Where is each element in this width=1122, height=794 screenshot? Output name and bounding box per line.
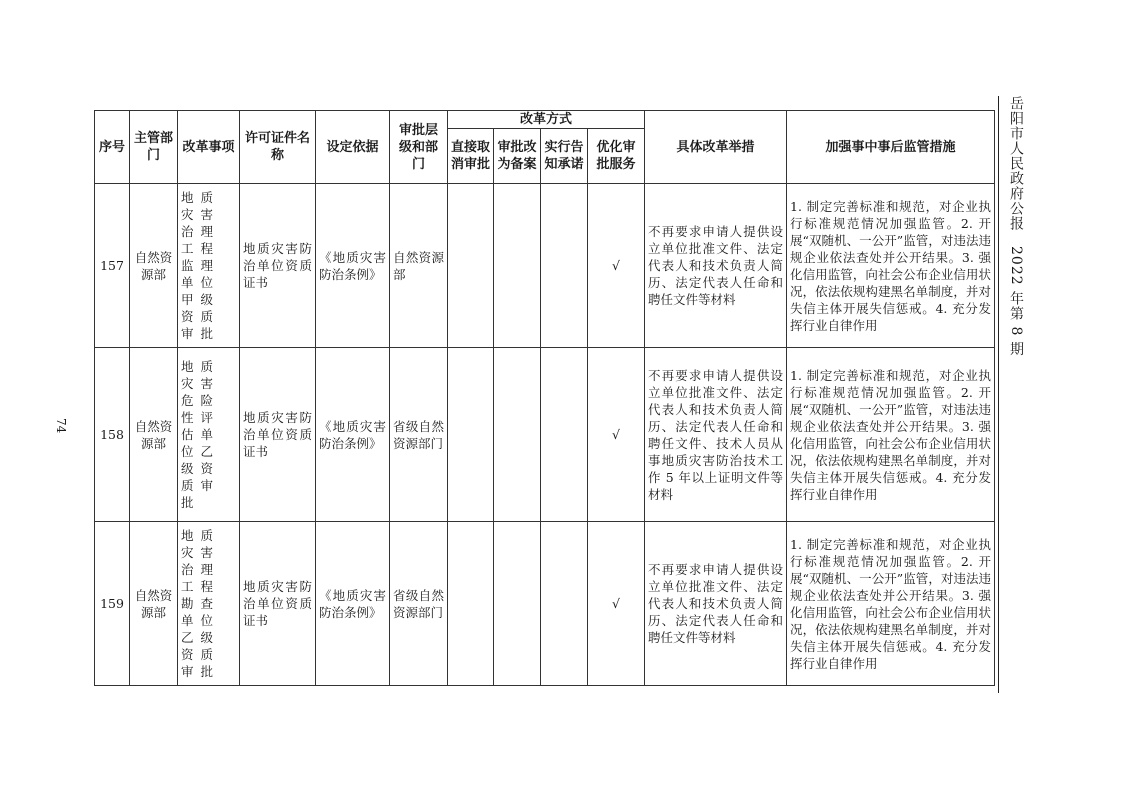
cell-level: 省级自然资源部门 <box>390 348 448 522</box>
cell-supervision: 1. 制定完善标准和规范，对企业执行标准规范情况加强监管。2. 开展“双随机、一公开”监管，对违法违规企业依法查处并公开结果。3. 强化信用监管，向社会公布企业信用状况，依法依规构建黑名单制度，并对失信主体开展失信惩戒。4. 充分发挥行业自律作用 <box>787 184 995 348</box>
bulletin-title: 岳阳市人民政府公报 2022 年第 8 期 <box>1008 96 1024 357</box>
cell-basis: 《地质灾害防治条例》 <box>316 522 390 686</box>
cell-notify-commit <box>541 184 588 348</box>
cell-to-filing <box>494 522 541 686</box>
cell-notify-commit <box>541 522 588 686</box>
cell-level: 省级自然资源部门 <box>390 522 448 686</box>
header-dept: 主管部门 <box>130 111 178 184</box>
cell-cert: 地质灾害防治单位资质证书 <box>240 184 316 348</box>
cell-item: 地质灾害治理工程勘查单位乙级资质审批 <box>178 522 240 686</box>
cell-to-filing <box>494 348 541 522</box>
header-notify-commit: 实行告知承诺 <box>541 129 588 184</box>
cell-measures: 不再要求申请人提供设立单位批准文件、法定代表人和技术负责人简历、法定代表人任命和聘任文件、技术人员从事地质灾害防治技术工作 5 年以上证明文件等材料 <box>645 348 787 522</box>
cell-dept: 自然资源部 <box>130 184 178 348</box>
header-item: 改革事项 <box>178 111 240 184</box>
cell-seq: 159 <box>95 522 130 686</box>
table-row <box>95 184 995 348</box>
header-method-group: 改革方式 <box>448 111 645 129</box>
table-row <box>95 348 995 522</box>
cell-basis: 《地质灾害防治条例》 <box>316 348 390 522</box>
header-seq: 序号 <box>95 111 130 184</box>
header-direct-cancel: 直接取消审批 <box>448 129 494 184</box>
cell-direct-cancel <box>448 184 494 348</box>
header-optimize-service: 优化审批服务 <box>588 129 645 184</box>
cell-cert: 地质灾害防治单位资质证书 <box>240 348 316 522</box>
cell-basis: 《地质灾害防治条例》 <box>316 184 390 348</box>
header-level: 审批层级和部门 <box>390 111 448 184</box>
cell-dept: 自然资源部 <box>130 348 178 522</box>
cell-seq: 157 <box>95 184 130 348</box>
cell-direct-cancel <box>448 522 494 686</box>
cell-measures: 不再要求申请人提供设立单位批准文件、法定代表人和技术负责人简历、法定代表人任命和聘任文件等材料 <box>645 522 787 686</box>
cell-seq: 158 <box>95 348 130 522</box>
header-cert: 许可证件名称 <box>240 111 316 184</box>
cell-level: 自然资源部 <box>390 184 448 348</box>
side-divider <box>998 96 999 693</box>
cell-item: 地质灾害治理工程监理单位甲级资质审批 <box>178 184 240 348</box>
cell-item: 地质灾害危险性评估单位乙级资质审批 <box>178 348 240 522</box>
page-number: 74 <box>54 418 68 434</box>
header-basis: 设定依据 <box>316 111 390 184</box>
header-measures: 具体改革举措 <box>645 111 787 184</box>
cell-cert: 地质灾害防治单位资质证书 <box>240 522 316 686</box>
table-row <box>95 522 995 686</box>
cell-optimize-service-check: √ <box>588 184 645 348</box>
header-supervision: 加强事中事后监管措施 <box>787 111 995 184</box>
cell-optimize-service-check: √ <box>588 348 645 522</box>
cell-to-filing <box>494 184 541 348</box>
cell-direct-cancel <box>448 348 494 522</box>
reform-table <box>94 110 995 686</box>
cell-optimize-service-check: √ <box>588 522 645 686</box>
cell-measures: 不再要求申请人提供设立单位批准文件、法定代表人和技术负责人简历、法定代表人任命和聘任文件等材料 <box>645 184 787 348</box>
cell-dept: 自然资源部 <box>130 522 178 686</box>
header-to-filing: 审批改为备案 <box>494 129 541 184</box>
cell-supervision: 1. 制定完善标准和规范，对企业执行标准规范情况加强监管。2. 开展“双随机、一公开”监管，对违法违规企业依法查处并公开结果。3. 强化信用监管，向社会公布企业信用状况，依法依规构建黑名单制度，并对失信主体开展失信惩戒。4. 充分发挥行业自律作用 <box>787 348 995 522</box>
cell-supervision: 1. 制定完善标准和规范，对企业执行标准规范情况加强监管。2. 开展“双随机、一公开”监管，对违法违规企业依法查处并公开结果。3. 强化信用监管，向社会公布企业信用状况，依法依规构建黑名单制度，并对失信主体开展失信惩戒。4. 充分发挥行业自律作用 <box>787 522 995 686</box>
cell-notify-commit <box>541 348 588 522</box>
